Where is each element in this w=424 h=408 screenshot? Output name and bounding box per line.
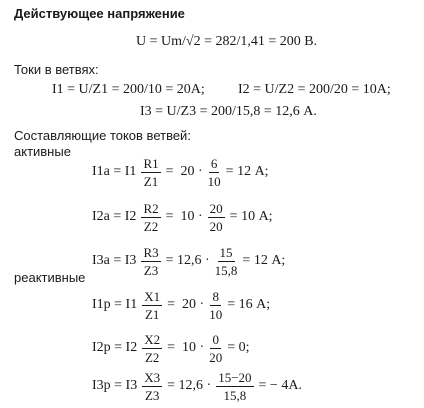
numerator: 20: [209, 200, 223, 216]
denominator: Z3: [143, 262, 159, 278]
coefficient: = 10 ·: [165, 209, 203, 224]
coefficient: = 12,6 ·: [165, 253, 210, 268]
numerator: R3: [143, 244, 159, 260]
heading-reactive: реактивные: [14, 270, 86, 285]
symbolic-fraction: [142, 371, 162, 402]
result: = 12 А;: [242, 253, 286, 268]
reactive-component-row: [92, 366, 302, 406]
heading-active: активные: [14, 144, 71, 159]
current-i1-equation: I1 = U/Z1 = 200/10 = 20A;: [52, 82, 205, 97]
numerator: 15−20: [218, 369, 252, 385]
numerator: 8: [212, 288, 219, 304]
symbolic-fraction: [142, 333, 162, 364]
lhs: I3р = I3: [92, 378, 138, 393]
denominator: 10: [209, 306, 223, 322]
symbolic-fraction: [141, 202, 160, 233]
heading-voltage: Действующее напряжение: [14, 6, 185, 21]
current-i3-equation: I3 = U/Z3 = 200/15,8 = 12,6 А.: [140, 104, 317, 119]
active-component-row: [92, 197, 273, 237]
result: = 12 А;: [225, 164, 269, 179]
lhs: I2р = I2: [92, 340, 138, 355]
denominator: Z2: [143, 218, 159, 234]
value-fraction: [209, 290, 222, 321]
lhs: I1р = I1: [92, 297, 138, 312]
numerator: R2: [143, 200, 159, 216]
result: = − 4А.: [258, 378, 302, 393]
active-component-row: [92, 152, 269, 192]
reactive-component-row: [92, 328, 249, 368]
denominator: Z2: [144, 349, 160, 365]
symbolic-fraction: [141, 157, 160, 188]
coefficient: = 20 ·: [167, 297, 205, 312]
value-fraction: [209, 333, 222, 364]
numerator: X3: [144, 369, 161, 385]
denominator: Z1: [144, 306, 160, 322]
value-fraction: [216, 371, 253, 402]
coefficient: = 10 ·: [167, 340, 205, 355]
voltage-equation: U = Um/√2 = 282/1,41 = 200 В.: [136, 34, 318, 49]
denominator: Z1: [143, 173, 159, 189]
denominator: 10: [207, 173, 221, 189]
denominator: 15,8: [223, 387, 247, 403]
numerator: 15: [219, 244, 233, 260]
denominator: Z3: [144, 387, 160, 403]
denominator: 20: [209, 349, 223, 365]
coefficient: = 12,6 ·: [167, 378, 212, 393]
numerator: R1: [143, 155, 159, 171]
heading-currents: Токи в ветвях:: [14, 62, 99, 77]
denominator: 15,8: [214, 262, 238, 278]
value-fraction: [208, 202, 225, 233]
lhs: I3а = I3: [92, 253, 137, 268]
lhs: I2а = I2: [92, 209, 137, 224]
value-fraction: [215, 246, 238, 277]
current-i2-equation: I2 = U/Z2 = 200/20 = 10A;: [238, 82, 391, 97]
symbolic-fraction: [141, 246, 160, 277]
value-fraction: [208, 157, 221, 188]
numerator: X2: [144, 331, 161, 347]
reactive-component-row: [92, 285, 270, 325]
numerator: 6: [210, 155, 218, 171]
denominator: 20: [209, 218, 223, 234]
result: = 0;: [227, 340, 250, 355]
coefficient: = 20 ·: [165, 164, 203, 179]
symbolic-fraction: [142, 290, 162, 321]
numerator: 0: [212, 331, 219, 347]
lhs: I1а = I1: [92, 164, 137, 179]
active-component-row: [92, 241, 285, 281]
numerator: X1: [144, 288, 161, 304]
heading-components: Составляющие токов ветвей:: [14, 128, 191, 143]
result: = 10 А;: [229, 209, 273, 224]
result: = 16 А;: [227, 297, 271, 312]
